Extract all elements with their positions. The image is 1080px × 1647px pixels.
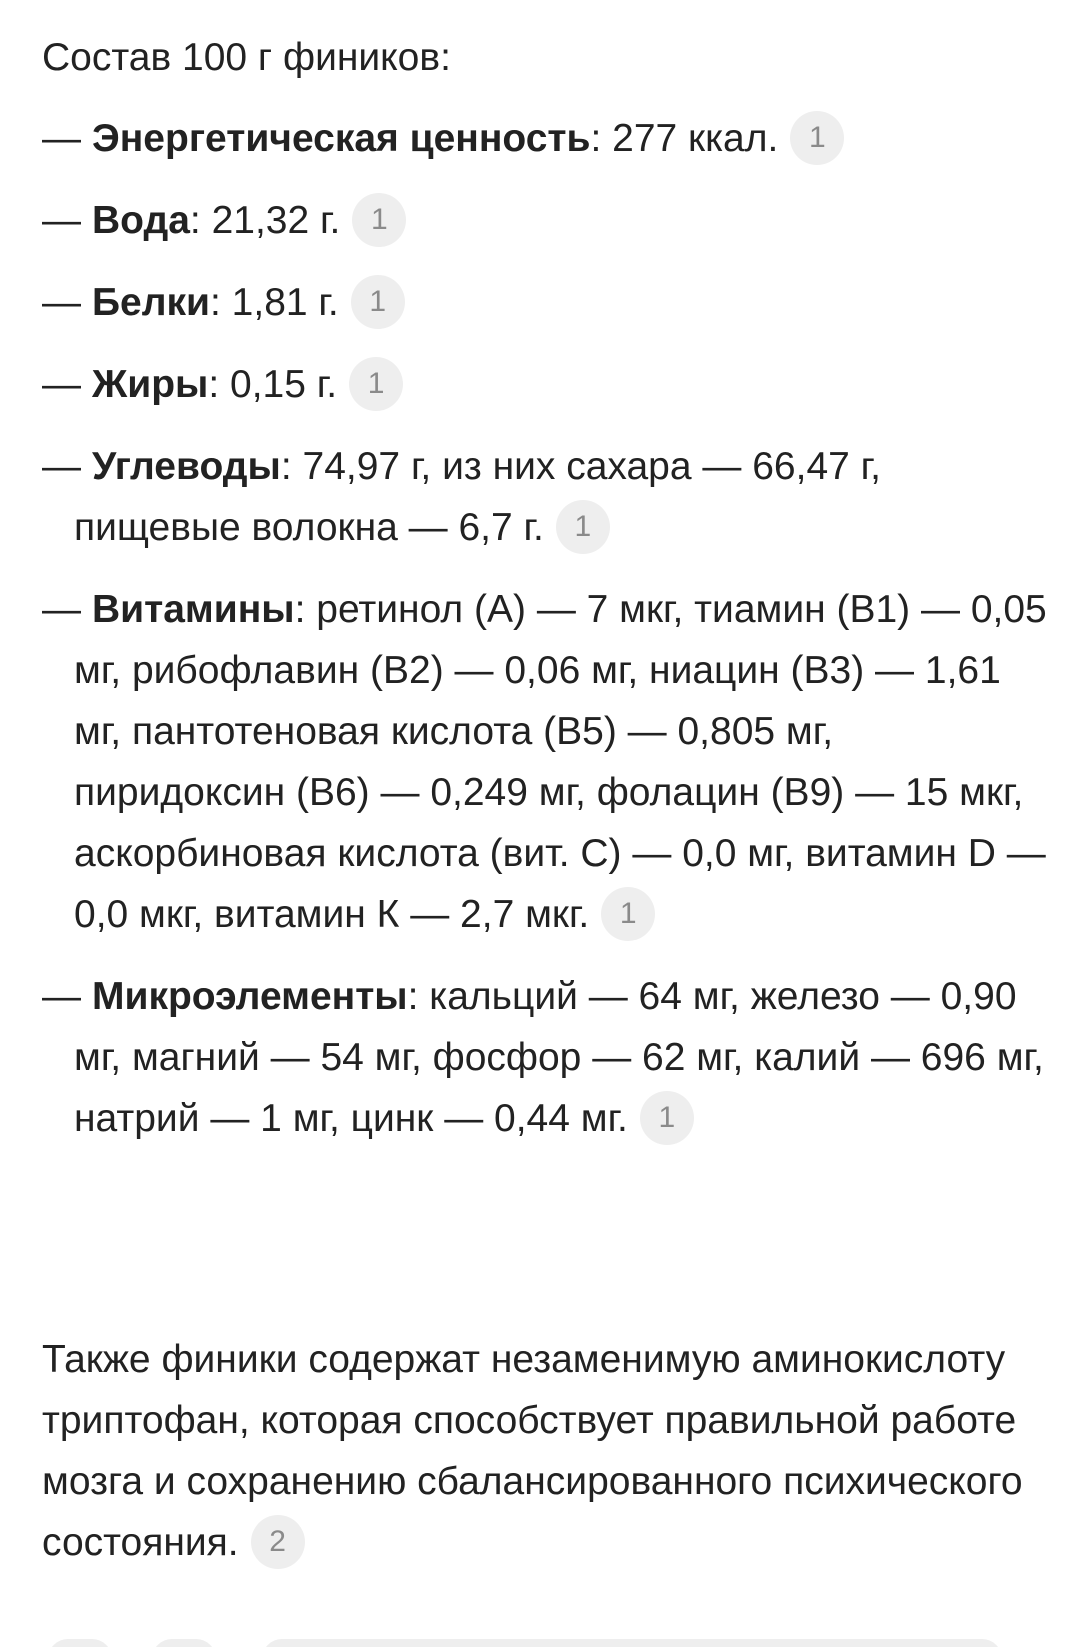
item-value: 277 ккал. — [612, 117, 779, 160]
heading-colon: : — [440, 36, 451, 79]
tryptophan-paragraph — [42, 1329, 1052, 1573]
item-term: Жиры — [92, 363, 209, 406]
reference-badge[interactable]: 1 — [601, 887, 655, 941]
item-separator: : — [210, 281, 232, 324]
list-dash: — — [42, 117, 81, 160]
item-value: 1,81 г. — [231, 281, 339, 324]
item-value: кальций — 64 мг, железо — 0,90 мг, магний — 54 мг, фосфор — 62 мг, калий — 696 мг, натрий — 1 мг, цинк — 0,44 мг. — [74, 975, 1044, 1140]
list-dash: — — [42, 445, 81, 488]
item-separator: : — [208, 363, 231, 406]
list-dash: — — [42, 199, 81, 242]
reference-badge[interactable]: 1 — [640, 1091, 694, 1145]
item-term: Микроэлементы — [92, 975, 408, 1018]
list-dash: — — [42, 975, 81, 1018]
bottom-pill[interactable] — [48, 1639, 112, 1647]
item-term: Энергетическая ценность — [92, 117, 591, 160]
item-term: Вода — [92, 199, 190, 242]
reference-badge[interactable]: 1 — [352, 193, 406, 247]
reference-badge[interactable]: 2 — [251, 1515, 305, 1569]
reference-badge[interactable]: 1 — [556, 500, 610, 554]
bottom-controls-strip — [0, 1633, 1080, 1647]
reference-badge[interactable]: 1 — [351, 275, 405, 329]
list-item — [42, 190, 1052, 251]
reference-badge[interactable]: 1 — [790, 111, 844, 165]
item-separator: : — [294, 588, 317, 631]
item-separator: : — [407, 975, 430, 1018]
list-dash: — — [42, 363, 81, 406]
paragraph-text: Также финики содержат незаменимую аминокислоту триптофан, которая способствует правильной работе мозга и сохранению сбалансированного психического состояния. — [42, 1338, 1023, 1564]
bottom-pill[interactable] — [262, 1639, 1002, 1647]
list-item — [42, 579, 1052, 945]
item-value: 74,97 г, из них сахара — 66,47 г, пищевые волокна — 6,7 г. — [74, 445, 881, 549]
section-heading — [42, 30, 451, 86]
item-separator: : — [590, 117, 613, 160]
composition-list — [42, 108, 1052, 1170]
item-term: Белки — [92, 281, 210, 324]
item-term: Витамины — [92, 588, 295, 631]
list-dash: — — [42, 281, 81, 324]
list-item — [42, 436, 1052, 558]
list-item — [42, 966, 1052, 1149]
list-item — [42, 354, 1052, 415]
item-value: 0,15 г. — [230, 363, 338, 406]
item-value: 21,32 г. — [211, 199, 341, 242]
reference-badge[interactable]: 1 — [349, 357, 403, 411]
list-item — [42, 108, 1052, 169]
list-dash: — — [42, 588, 81, 631]
item-value: ретинол (А) — 7 мкг, тиамин (B1) — 0,05 мг, рибофлавин (B2) — 0,06 мг, ниацин (B3) — 1,61 мг, пантотеновая кислота (B5) — 0,805 мг, пиридоксин (B6) — 0,249 мг, фолацин (B9) — 15 мкг, аскорбиновая кислота (вит. С) — 0,0 мг, витамин D — 0,0 мкг, витамин К — 2,7 мкг. — [74, 588, 1047, 936]
bottom-pill[interactable] — [152, 1639, 216, 1647]
list-item — [42, 272, 1052, 333]
heading-text: Состав 100 г фиников — [42, 36, 441, 79]
item-term: Углеводы — [92, 445, 281, 488]
item-separator: : — [280, 445, 303, 488]
item-separator: : — [189, 199, 212, 242]
